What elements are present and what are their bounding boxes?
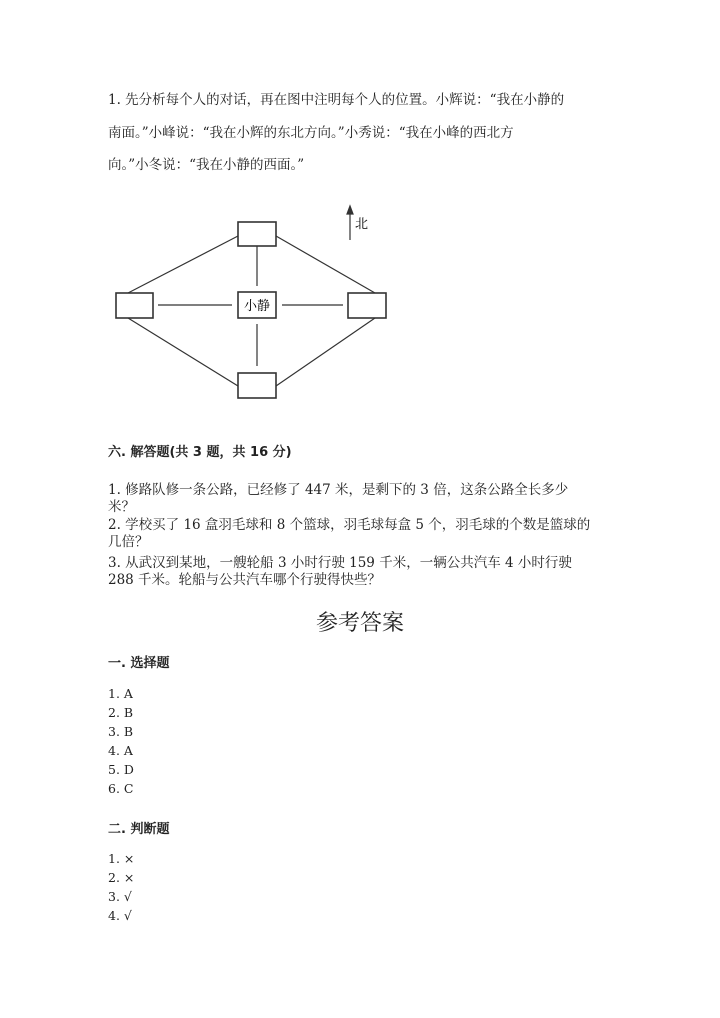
section-heading: 六. 解答题(共 3 题，共 16 分) (108, 445, 292, 460)
answer-item: 5. D (108, 762, 134, 777)
north-arrow-icon (347, 206, 353, 214)
question-text: 288 千米。轮船与公共汽车哪个行驶得快些？ (108, 572, 382, 588)
diagram-line (276, 318, 375, 386)
answers-title: 参考答案 (315, 611, 404, 636)
question-text: 2. 学校买了 16 盒羽毛球和 8 个篮球，羽毛球每盒 5 个，羽毛球的个数是篮球的 (108, 517, 591, 533)
blank-box-right (348, 293, 386, 318)
question-text: 南面。”小峰说：“我在小辉的东北方向。”小秀说：“我在小峰的西北方 (108, 125, 514, 141)
section-heading: 二. 判断题 (108, 822, 170, 837)
answer-item: 4. √ (108, 908, 132, 923)
answer-item: 3. B (108, 724, 134, 739)
diagram-line (128, 236, 238, 293)
answer-item: 4. A (108, 743, 133, 758)
north-label: 北 (355, 217, 369, 232)
diagram-line (128, 318, 238, 386)
answer-item: 3. √ (108, 889, 132, 904)
question-text: 1. 修路队修一条公路，已经修了 447 米，是剩下的 3 倍，这条公路全长多少 (108, 482, 569, 498)
question-text: 几倍？ (108, 534, 149, 550)
answer-item: 1. A (108, 686, 133, 701)
question-text: 向。”小冬说：“我在小静的西面。” (108, 157, 305, 173)
answer-item: 2. B (108, 705, 134, 720)
answer-item: 1. × (108, 851, 135, 866)
question-text: 1. 先分析每个人的对话，再在图中注明每个人的位置。小辉说：“我在小静的 (108, 92, 565, 108)
answer-item: 6. C (108, 781, 134, 796)
center-label: 小静 (243, 299, 271, 314)
blank-box-bottom (238, 373, 276, 398)
section-heading: 一. 选择题 (108, 656, 170, 671)
blank-box-left (116, 293, 153, 318)
diagram-line (276, 236, 375, 293)
question-text: 米？ (108, 499, 135, 515)
answer-item: 2. × (108, 870, 135, 885)
blank-box-top (238, 222, 276, 246)
question-text: 3. 从武汉到某地，一艘轮船 3 小时行驶 159 千米，一辆公共汽车 4 小时行驶 (108, 555, 572, 571)
